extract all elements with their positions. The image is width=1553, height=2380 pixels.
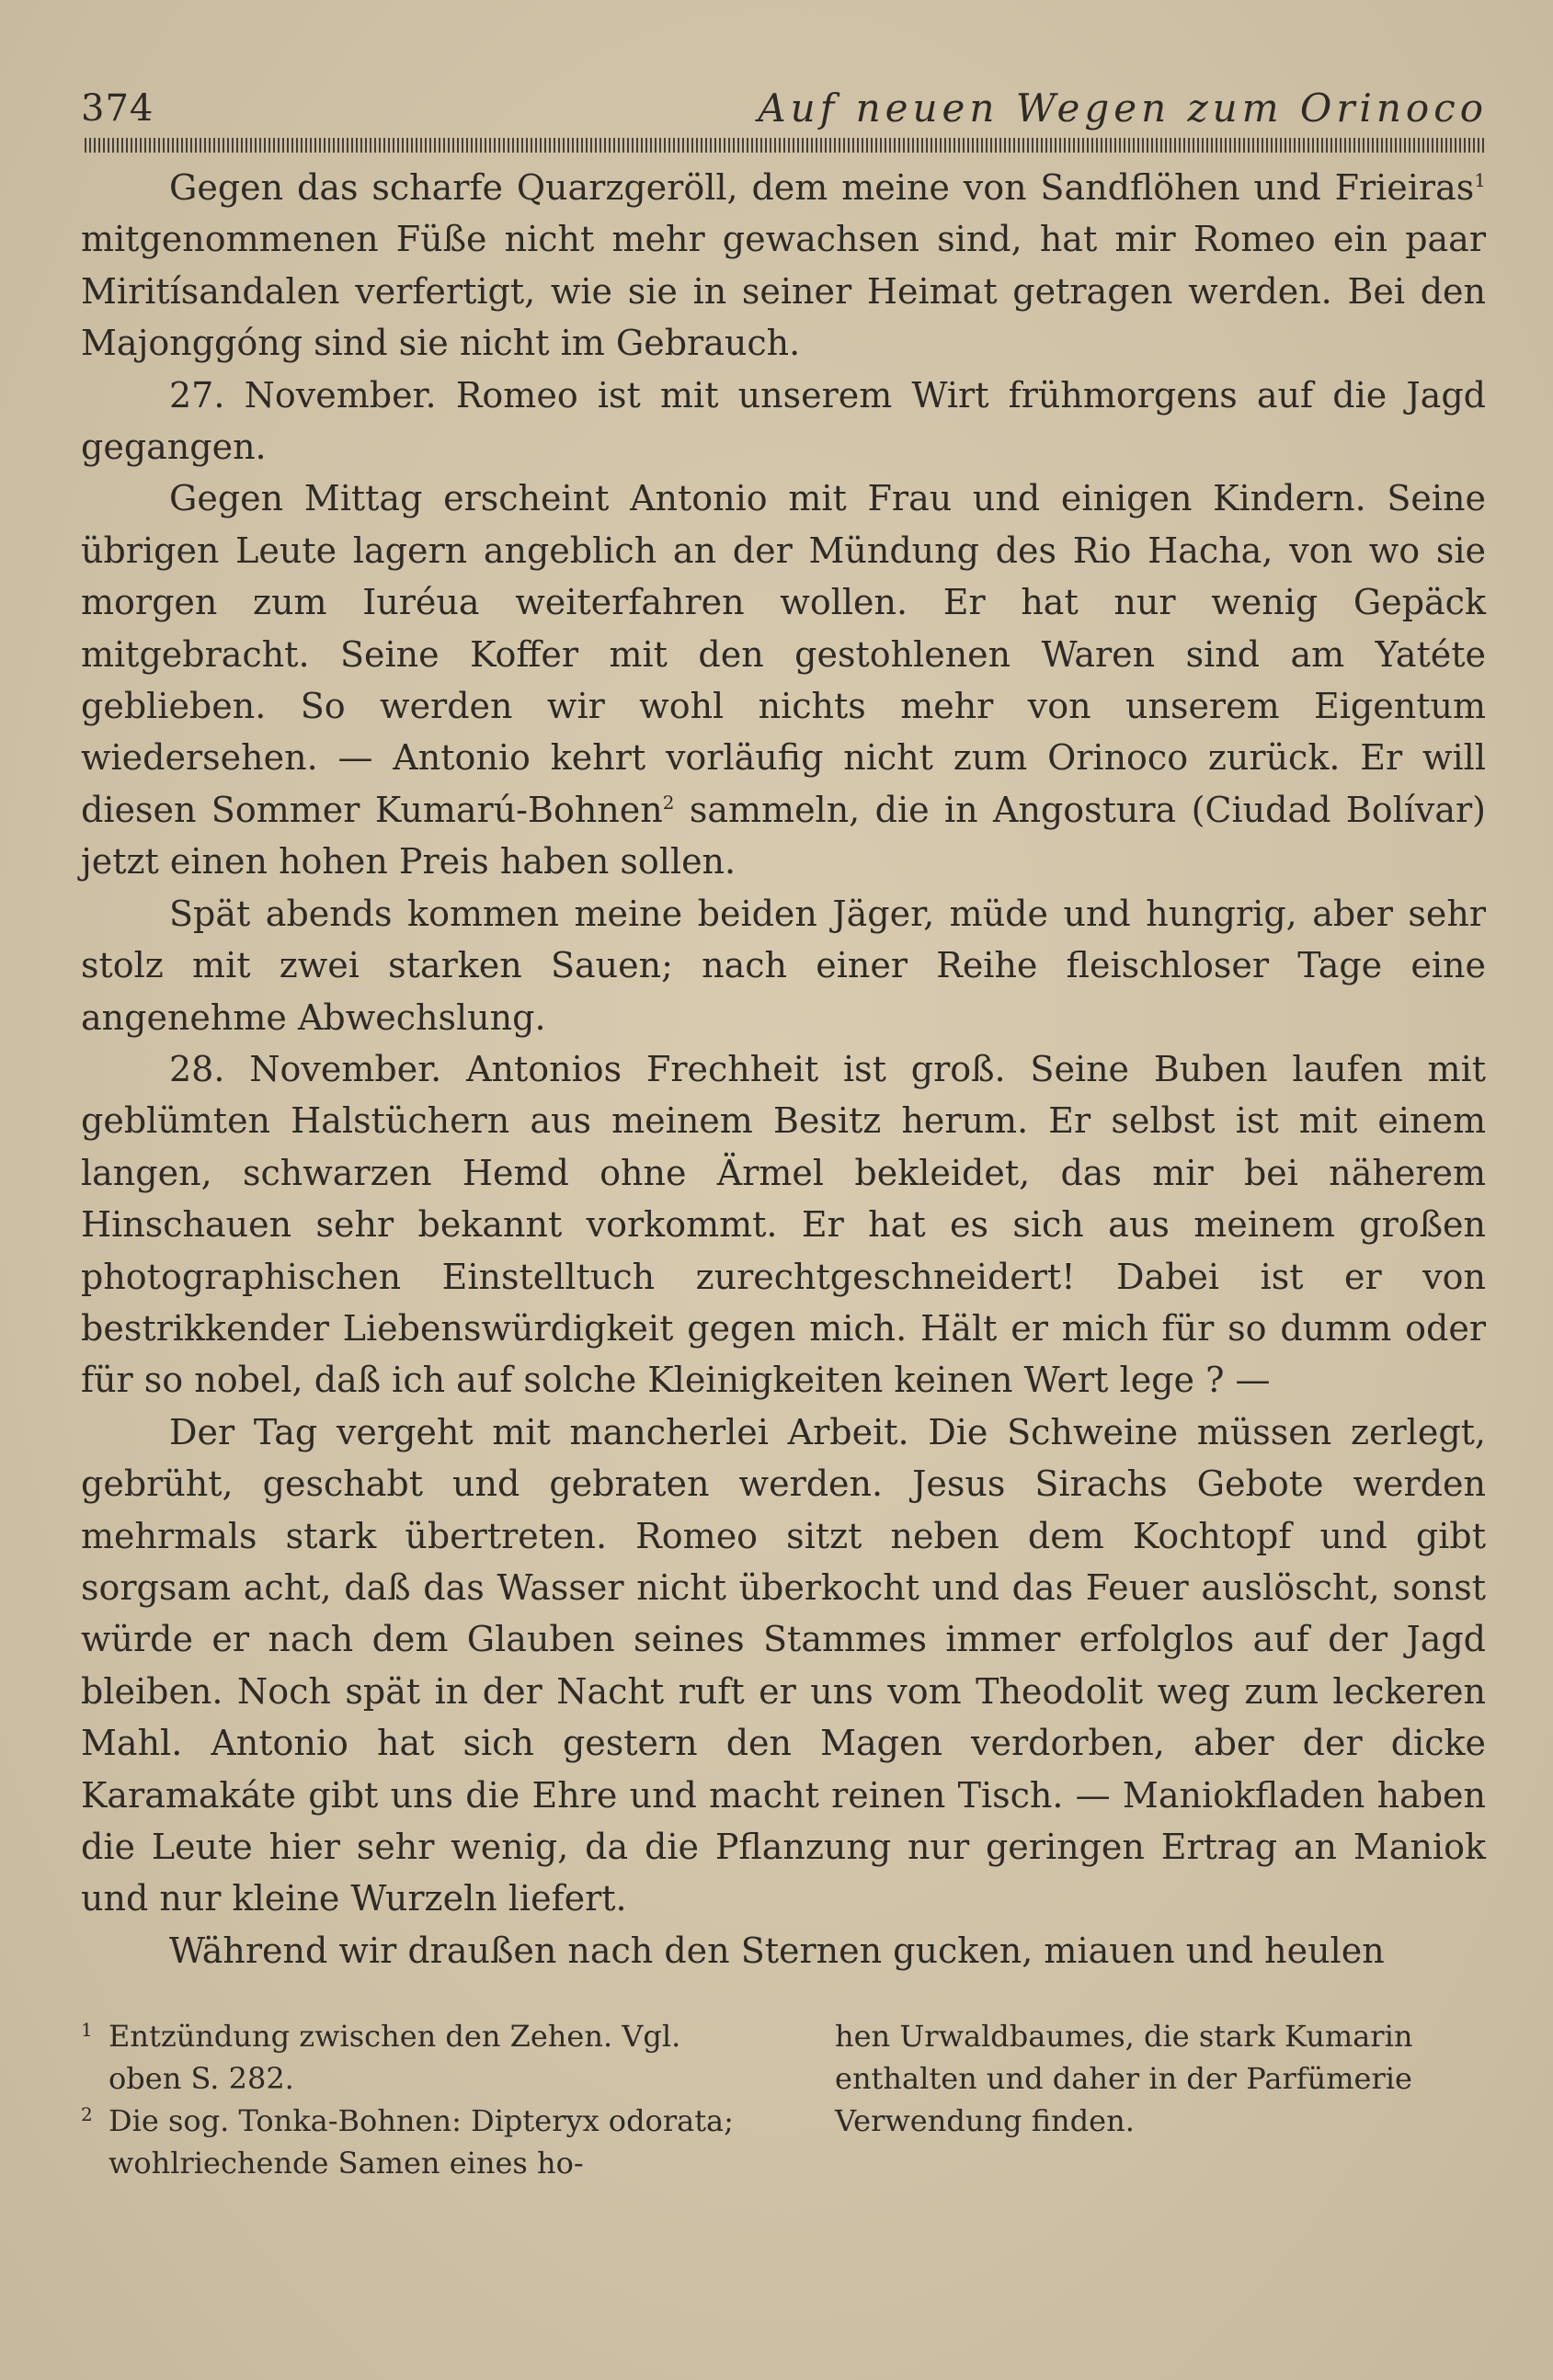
paragraph	[81, 162, 1486, 370]
footnote-mark: 2	[81, 2103, 93, 2125]
footnote-mark: 1	[81, 2019, 93, 2041]
header-rule	[85, 138, 1484, 153]
paragraph-text: sammeln, die in Angostura (Ciudad Bolívar) jetzt einen hohen Preis haben sollen.	[81, 789, 1486, 883]
paragraph: Spät abends kommen meine beiden Jäger, müde und hungrig, aber sehr stolz mit zwei starken Sauen; nach einer Reihe fleischloser Tage eine angenehme Abwechslung.	[81, 893, 1486, 1038]
paragraph-text: Gegen das scharfe Quarzgeröll, dem meine von Sandflöhen und Frieiras	[169, 167, 1475, 208]
footnote-1	[81, 2015, 761, 2100]
paragraph: 27. November. Romeo ist mit unserem Wirt frühmorgens auf die Jagd gegangen.	[81, 374, 1486, 468]
footnote-ref-1: 1	[1474, 169, 1486, 191]
page-number: 374	[81, 87, 154, 130]
footnote-2	[81, 2100, 761, 2184]
footnote-text: Entzündung zwischen den Zehen. Vgl. oben S. 282.	[108, 2019, 681, 2096]
paragraph: 28. November. Antonios Frechheit ist groß. Seine Buben laufen mit geblümten Halstüchern aus meinem Besitz herum. Er selbst ist mit einem langen, schwarzen Hemd ohne Ärmel bekleidet, das mir bei näherem Hinschauen sehr bekannt vorkommt. Er hat es sich aus meinem großen photographischen Einstelltuch zurechtgeschneidert! Dabei ist er von bestrikkender Liebenswürdigkeit gegen mich. Hält er mich für so dumm oder für so nobel, daß ich auf solche Kleinigkeiten keinen Wert lege ? —	[81, 1048, 1486, 1401]
paragraph-text: mitgenommenen Füße nicht mehr gewachsen sind, hat mir Romeo ein paar Miritísandalen verfertigt, wie sie in seiner Heimat getragen werden. Bei den Majonggóng sind sie nicht im Gebrauch.	[81, 219, 1486, 364]
footnote-ref-2: 2	[662, 791, 675, 814]
footnote-continuation: hen Urwaldbaumes, die stark Kumarin enthalten und daher in der Parfümerie Verwendung finden.	[835, 2019, 1413, 2138]
paragraph-text: Gegen Mittag erscheint Antonio mit Frau und einigen Kindern. Seine übrigen Leute lagern angeblich an der Mündung des Rio Hacha, von wo sie morgen zum Iuréua weiterfahren wollen. Er hat nur wenig Gepäck mitgebracht. Seine Koffer mit den gestohlenen Waren sind am Yatéte geblieben. So werden wir wohl nichts mehr von unserem Eigentum wiedersehen. — Antonio kehrt vorläufig nicht zum Orinoco zurück. Er will diesen Sommer Kumarú-Bohnen	[81, 478, 1486, 830]
footnote-column-left	[81, 2015, 761, 2184]
footnote-text: Die sog. Tonka-Bohnen: Dipteryx odorata; wohlriechende Samen eines ho-	[108, 2103, 734, 2181]
paragraph	[81, 473, 1486, 887]
paragraph: Während wir draußen nach den Sternen gucken, miauen und heulen	[169, 1930, 1385, 1971]
paragraph: Der Tag vergeht mit mancherlei Arbeit. Die Schweine müssen zerlegt, gebrüht, geschabt und gebraten werden. Jesus Sirachs Gebote werden mehrmals stark übertreten. Romeo sitzt neben dem Kochtopf und gibt sorgsam acht, daß das Wasser nicht überkocht und das Feuer auslöscht, sonst würde er nach dem Glauben seines Stammes immer erfolglos auf der Jagd bleiben. Noch spät in der Nacht ruft er uns vom Theodolit weg zum leckeren Mahl. Antonio hat sich gestern den Magen verdorben, aber der dicke Karamakáte gibt uns die Ehre und macht reinen Tisch. — Maniokfladen haben die Leute hier sehr wenig, da die Pflanzung nur geringen Ertrag an Maniok und nur kleine Wurzeln liefert.	[81, 1411, 1486, 1919]
body-text	[81, 162, 1486, 1976]
page-header	[81, 85, 1488, 140]
running-head: Auf neuen Wegen zum Orinoco	[758, 85, 1488, 131]
footnote-column-right	[835, 2015, 1486, 2142]
